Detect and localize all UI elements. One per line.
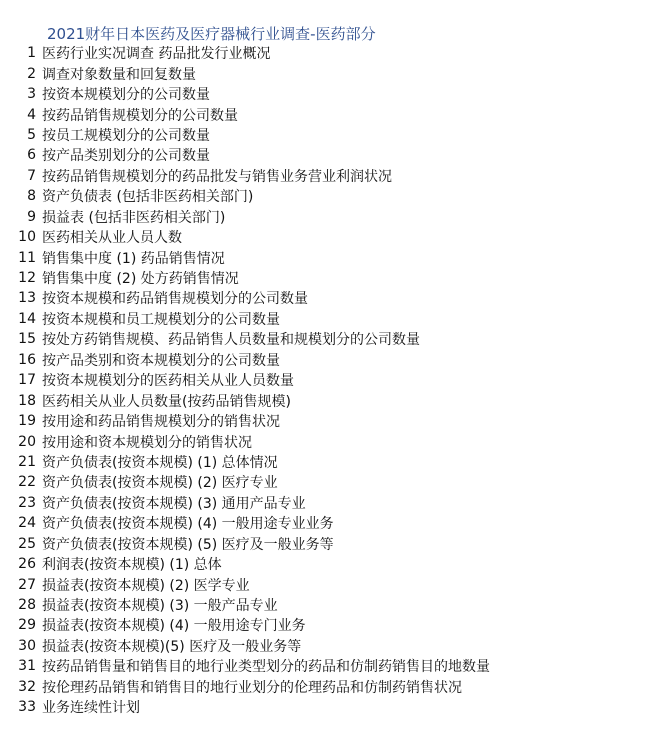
list-item [0,43,490,63]
list-item-text: 损益表(按资本规模) (4) 一般用途专门业务 [42,618,306,635]
list-item-number: 18 [18,392,36,409]
table-of-contents [0,43,490,717]
list-item-number: 16 [18,351,36,368]
list-item-text: 资产负债表(按资本规模) (5) 医疗及一般业务等 [42,536,334,553]
list-item-text: 按药品销售量和销售目的地行业类型划分的药品和仿制药销售目的地数量 [42,659,490,676]
list-item [0,329,490,349]
list-item [0,268,490,288]
list-item [0,452,490,472]
list-item-text: 医药相关从业人员人数 [42,230,182,247]
list-item-number: 22 [18,474,36,491]
list-item-number: 14 [18,310,36,327]
list-item-text: 利润表(按资本规模) (1) 总体 [42,557,222,574]
list-item [0,697,490,717]
list-item-text: 损益表(按资本规模) (3) 一般产品专业 [42,598,278,615]
list-item-number: 30 [18,637,36,654]
document-title: 2021财年日本医药及医疗器械行业调查-医药部分 [47,25,376,43]
list-item [0,513,490,533]
list-item-number: 27 [18,576,36,593]
list-item [0,350,490,370]
list-item-number: 2 [27,65,36,82]
list-item [0,411,490,431]
list-item [0,656,490,676]
list-item-text: 医药相关从业人员数量(按药品销售规模) [42,393,291,410]
list-item [0,207,490,227]
list-item [0,615,490,635]
list-item-text: 调查对象数量和回复数量 [42,66,196,83]
list-item-text: 按药品销售规模划分的药品批发与销售业务营业利润状况 [42,168,392,185]
list-item-text: 按资本规模划分的公司数量 [42,87,210,104]
list-item-text: 按产品类别划分的公司数量 [42,148,210,165]
list-item [0,145,490,165]
list-item-text: 按资本规模划分的医药相关从业人员数量 [42,373,294,390]
list-item-number: 4 [27,106,36,123]
list-item [0,186,490,206]
list-item [0,677,490,697]
list-item-number: 20 [18,433,36,450]
list-item [0,636,490,656]
list-item-number: 17 [18,372,36,389]
list-item-text: 销售集中度 (2) 处方药销售情况 [42,271,239,288]
list-item-text: 按用途和药品销售规模划分的销售状况 [42,414,280,431]
list-item-number: 19 [18,413,36,430]
list-item [0,390,490,410]
list-item [0,370,490,390]
list-item-text: 按伦理药品销售和销售目的地行业划分的伦理药品和仿制药销售状况 [42,679,462,696]
list-item [0,63,490,83]
list-item-number: 29 [18,617,36,634]
list-item-text: 资产负债表(按资本规模) (2) 医疗专业 [42,475,278,492]
list-item-text: 按资本规模和员工规模划分的公司数量 [42,311,280,328]
list-item-text: 按药品销售规模划分的公司数量 [42,107,238,124]
list-item-text: 资产负债表(按资本规模) (1) 总体情况 [42,454,278,471]
list-item [0,595,490,615]
list-item-number: 6 [27,147,36,164]
list-item [0,574,490,594]
list-item-number: 3 [27,86,36,103]
list-item-text: 按员工规模划分的公司数量 [42,127,210,144]
list-item-number: 31 [18,658,36,675]
list-item-number: 7 [27,167,36,184]
list-item [0,431,490,451]
list-item [0,493,490,513]
list-item [0,288,490,308]
list-item-number: 12 [18,270,36,287]
list-item [0,534,490,554]
list-item-text: 医药行业实况调查 药品批发行业概况 [42,46,271,63]
list-item-number: 8 [27,188,36,205]
list-item [0,104,490,124]
list-item-number: 1 [27,45,36,62]
list-item [0,472,490,492]
list-item-text: 资产负债表(按资本规模) (4) 一般用途专业业务 [42,516,334,533]
list-item-number: 33 [18,699,36,716]
list-item-number: 28 [18,597,36,614]
list-item [0,125,490,145]
list-item-number: 32 [18,678,36,695]
list-item-text: 按用途和资本规模划分的销售状况 [42,434,252,451]
list-item-number: 23 [18,494,36,511]
list-item-number: 13 [18,290,36,307]
list-item [0,554,490,574]
list-item-text: 业务连续性计划 [42,700,140,717]
list-item-number: 24 [18,515,36,532]
list-item-text: 资产负债表 (包括非医药相关部门) [42,189,254,206]
list-item-text: 资产负债表(按资本规模) (3) 通用产品专业 [42,495,306,512]
list-item [0,309,490,329]
list-item-text: 销售集中度 (1) 药品销售情况 [42,250,225,267]
list-item-number: 26 [18,556,36,573]
list-item [0,84,490,104]
list-item-number: 25 [18,535,36,552]
list-item-text: 损益表 (包括非医药相关部门) [42,209,226,226]
list-item [0,166,490,186]
list-item-text: 按产品类别和资本规模划分的公司数量 [42,352,280,369]
list-item-number: 9 [27,208,36,225]
list-item-number: 15 [18,331,36,348]
list-item [0,227,490,247]
list-item [0,247,490,267]
list-item-number: 10 [18,229,36,246]
list-item-text: 损益表(按资本规模) (2) 医学专业 [42,577,250,594]
list-item-text: 损益表(按资本规模)(5) 医疗及一般业务等 [42,638,302,655]
list-item-text: 按资本规模和药品销售规模划分的公司数量 [42,291,308,308]
list-item-number: 5 [27,126,36,143]
list-item-text: 按处方药销售规模、药品销售人员数量和规模划分的公司数量 [42,332,420,349]
list-item-number: 21 [18,453,36,470]
list-item-number: 11 [18,249,36,266]
